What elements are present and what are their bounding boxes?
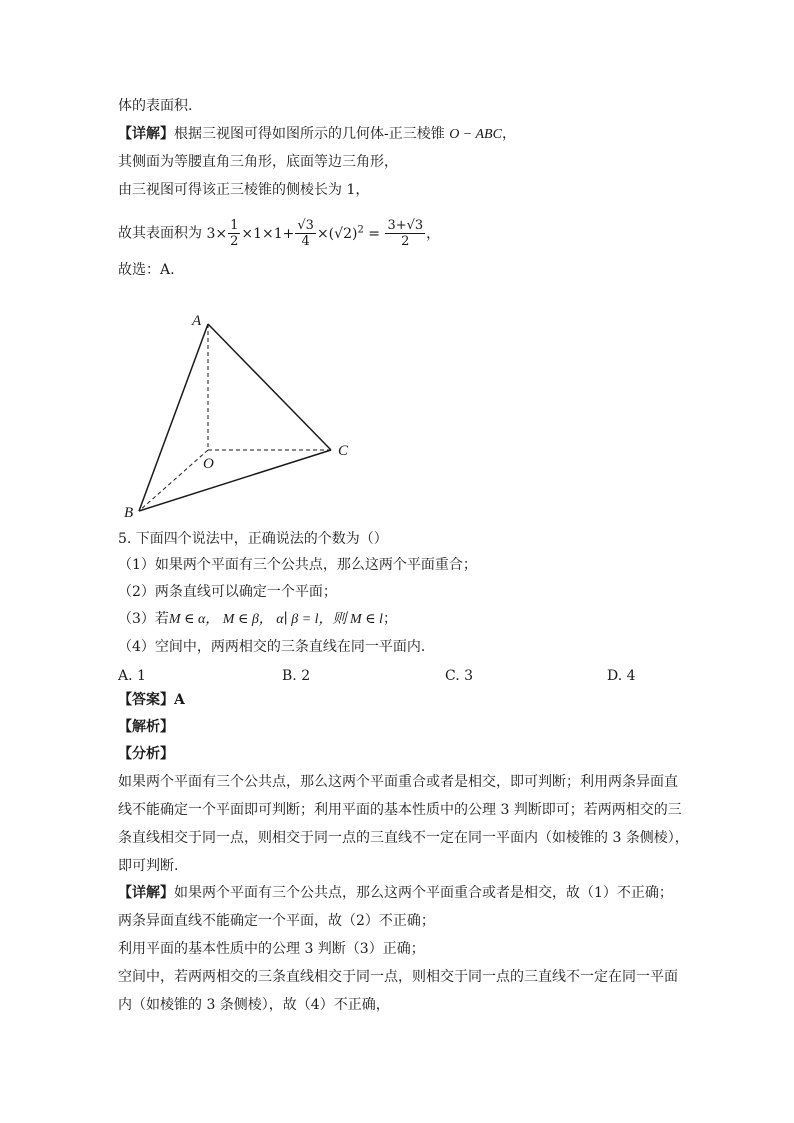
text-line: 其侧面为等腰直角三角形，底面等边三角形， — [118, 154, 398, 170]
detail-tag: 【详解】 — [118, 126, 174, 142]
label-B: B — [124, 505, 134, 518]
statement-3 — [118, 609, 397, 630]
detail-text: 根据三视图可得如图所示的几何体-正三棱锥 — [174, 126, 445, 142]
fraction-numerator: 3+√3 — [387, 218, 424, 234]
option-c: C. 3 — [445, 668, 474, 684]
edge-OB — [139, 450, 208, 511]
detail-line: 两条异面直线不能确定一个平面，故（2）不正确； — [118, 913, 435, 929]
option-b: B. 2 — [282, 668, 311, 684]
fraction — [385, 218, 425, 249]
fraction-denominator: 2 — [230, 234, 239, 250]
question-stem: 5. 下面四个说法中，正确说法的个数为（） — [118, 531, 388, 547]
fenxi-heading: 【分析】 — [118, 746, 174, 762]
pyramid-name: O − ABC — [449, 127, 502, 142]
fraction-denominator: 4 — [301, 234, 310, 250]
text-line: 由三视图可得该正三棱锥的侧棱长为 1， — [118, 182, 370, 198]
option-a: A. 1 — [118, 668, 146, 684]
label-A: A — [192, 313, 202, 329]
option-d: D. 4 — [607, 668, 636, 684]
area-formula — [206, 218, 441, 250]
detail-line: 内（如棱锥的 3 条侧棱），故（4）不正确， — [118, 997, 390, 1013]
fenxi-line: 如果两个平面有三个公共点，那么这两个平面重合或者是相交，即可判断；利用两条异面直 — [118, 774, 678, 790]
area-prefix: 故其表面积为 — [118, 225, 202, 242]
formula-term: ×(√2) — [316, 225, 358, 242]
formula-exponent: 2 — [357, 224, 364, 235]
text-line: 体的表面积. — [118, 98, 193, 114]
fraction-denominator: 2 — [401, 234, 410, 250]
pyramid-figure — [118, 306, 368, 518]
statement-3-prefix: （3）若 — [118, 611, 169, 627]
detail-line: 空间中，若两两相交的三条直线相交于同一点，则相交于同一点的三直线不一定在同一平面 — [118, 969, 678, 985]
statement-1: （1）如果两个平面有三个公共点，那么这两个平面重合； — [118, 557, 477, 573]
label-C: C — [338, 443, 349, 459]
statement-3-math: M ∈ α， M ∈ β， α∣ β = l，则 M ∈ l — [168, 612, 383, 627]
statement-3-end: ； — [382, 611, 397, 627]
edge-AC — [208, 324, 331, 450]
detail-line — [118, 124, 516, 145]
fraction-numerator: √3 — [297, 218, 314, 234]
detail-line: 利用平面的基本性质中的公理 3 判断（3）正确； — [118, 941, 425, 957]
choice-line: 故选：A. — [118, 262, 175, 278]
detail-text: 如果两个平面有三个公共点，那么这两个平面重合或者是相交，故（1）不正确； — [174, 885, 673, 901]
detail-line — [118, 883, 673, 903]
formula-term: 3× — [206, 225, 228, 242]
statement-4: （4）空间中，两两相交的三条直线在同一平面内. — [118, 639, 426, 655]
area-formula-line — [118, 212, 440, 252]
edge-AB — [139, 324, 208, 511]
label-O: O — [203, 456, 214, 472]
formula-term: ×1×1+ — [241, 225, 295, 242]
detail-end: ， — [501, 126, 516, 142]
formula-equals: = — [368, 225, 380, 242]
answer-line: 【答案】A — [118, 692, 185, 708]
fraction-numerator: 1 — [230, 218, 239, 234]
fenxi-line: 条直线相交于同一点，则相交于同一点的三直线不一定在同一平面内（如棱锥的 3 条侧棱）， — [118, 830, 689, 846]
edge-BC — [139, 450, 331, 511]
analysis-heading: 【解析】 — [118, 719, 174, 735]
fraction — [295, 218, 316, 249]
formula-end: ， — [426, 225, 441, 242]
fraction — [228, 218, 240, 249]
detail-tag: 【详解】 — [118, 885, 174, 901]
fenxi-line: 即可判断. — [118, 858, 179, 874]
fenxi-line: 线不能确定一个平面即可判断；利用平面的基本性质中的公理 3 判断即可；若两两相交的三 — [118, 802, 682, 818]
statement-2: （2）两条直线可以确定一个平面； — [118, 584, 337, 600]
